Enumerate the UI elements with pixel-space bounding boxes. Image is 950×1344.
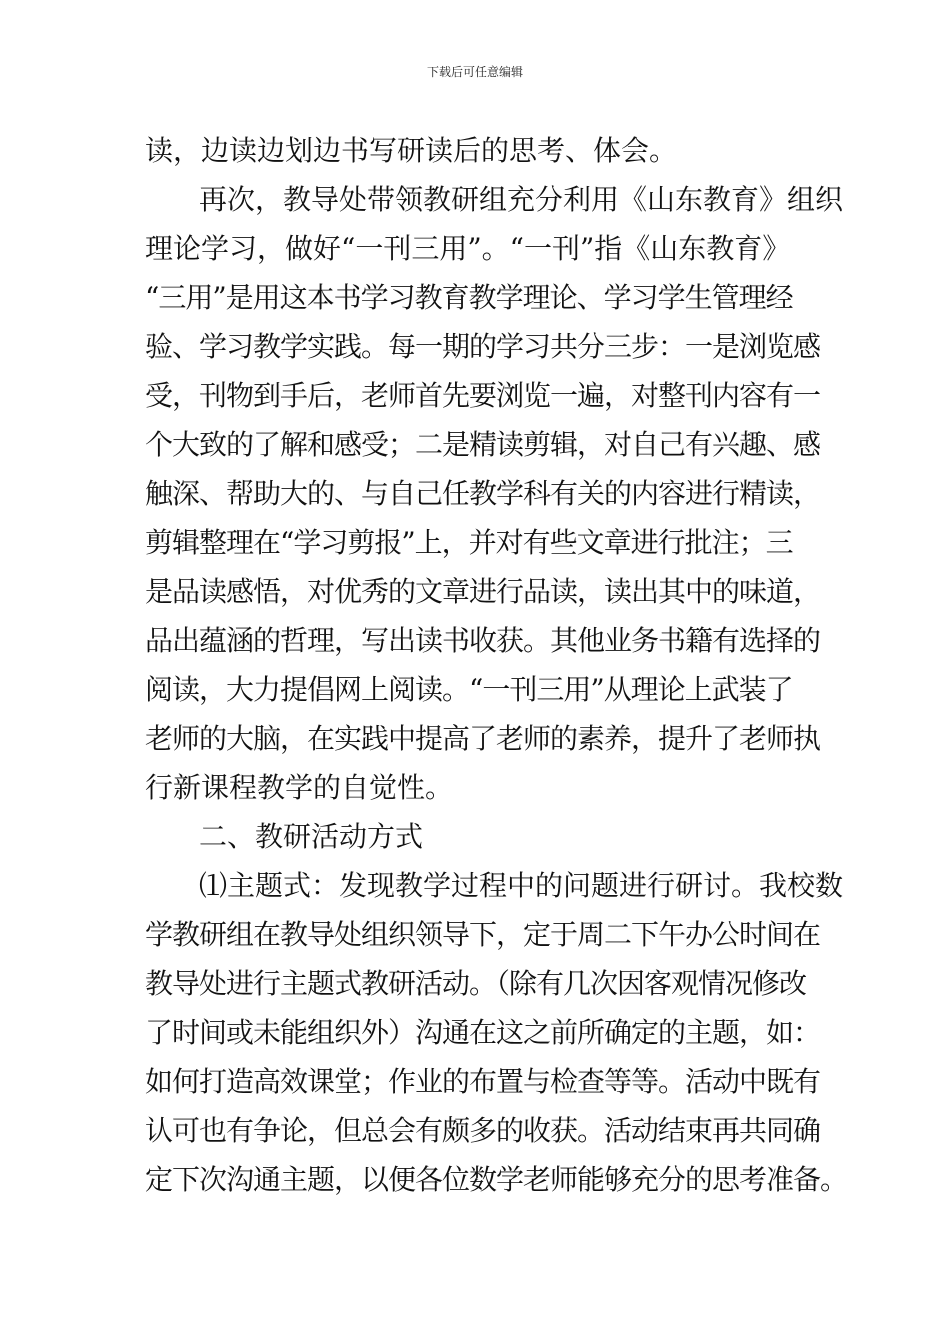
- paragraph-line: 触深、帮助大的、与自己任教学科有关的内容进行精读，: [145, 477, 821, 510]
- paragraph-line: 剪辑整理在“学习剪报”上，并对有些文章进行批注；三: [145, 526, 793, 559]
- paragraph-line: 行新课程教学的自觉性。: [145, 771, 454, 804]
- paragraph-line: 了时间或未能组织外）沟通在这之前所确定的主题，如：: [145, 1016, 821, 1049]
- paragraph-line: “三用”是用这本书学习教育教学理论、学习学生管理经: [145, 281, 793, 314]
- section-heading: 二、教研活动方式: [199, 820, 424, 853]
- paragraph-line: 老师的大脑，在实践中提高了老师的素养，提升了老师执: [145, 722, 821, 755]
- paragraph-line: 教导处进行主题式教研活动。（除有几次因客观情况修改: [145, 967, 807, 1000]
- paragraph-line: 品出蕴涵的哲理，写出读书收获。其他业务书籍有选择的: [145, 624, 821, 657]
- paragraph-line: 如何打造高效课堂；作业的布置与检查等等。活动中既有: [145, 1065, 821, 1098]
- paragraph-line: 认可也有争论，但总会有颇多的收获。活动结束再共同确: [145, 1114, 821, 1147]
- page-header-note: 下载后可任意编辑: [426, 65, 523, 79]
- paragraph-line: 读，边读边划边书写研读后的思考、体会。: [145, 134, 678, 167]
- paragraph-line: 定下次沟通主题，以便各位数学老师能够充分的思考准备。: [145, 1163, 848, 1196]
- paragraph-line: 学教研组在教导处组织领导下，定于周二下午办公时间在: [145, 918, 821, 951]
- document-body: [145, 126, 848, 1204]
- paragraph-line: 是品读感悟，对优秀的文章进行品读，读出其中的味道，: [145, 575, 821, 608]
- paragraph-line: 受，刊物到手后，老师首先要浏览一遍，对整刊内容有一: [145, 379, 821, 412]
- paragraph-line: 阅读，大力提倡网上阅读。“一刊三用”从理论上武装了: [145, 673, 793, 706]
- paragraph-line: 验、学习教学实践。每一期的学习共分三步：一是浏览感: [145, 330, 821, 363]
- paragraph-line: 个大致的了解和感受；二是精读剪辑，对自己有兴趣、感: [145, 428, 821, 461]
- paragraph-line: 理论学习，做好“一刊三用”。“一刊”指《山东教育》: [145, 232, 791, 265]
- paragraph-line: 再次，教导处带领教研组充分利用《山东教育》组织: [199, 183, 844, 216]
- paragraph-line: ⑴主题式：发现教学过程中的问题进行研讨。我校数: [199, 869, 844, 902]
